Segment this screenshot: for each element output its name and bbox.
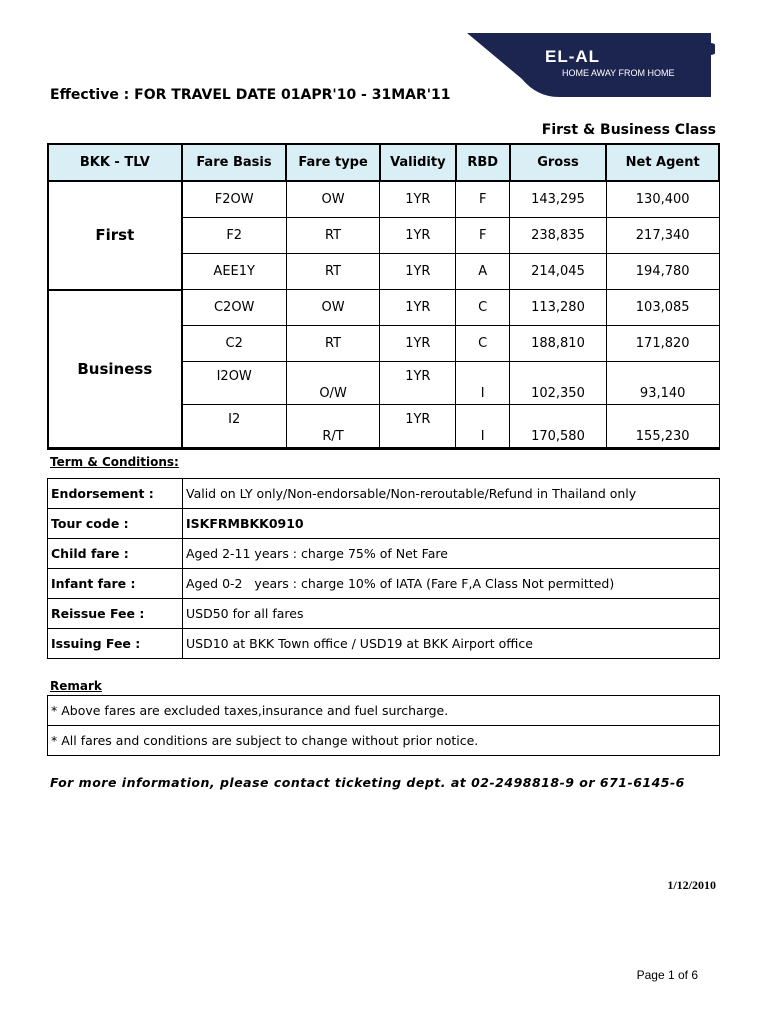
class-first: First	[48, 181, 182, 290]
validity: 1YR	[380, 405, 456, 449]
term-key: Infant fare :	[48, 569, 183, 599]
fare-basis: I2OW	[182, 362, 287, 405]
term-value: Aged 2-11 years : charge 75% of Net Fare	[183, 539, 720, 569]
term-key: Issuing Fee :	[48, 629, 183, 659]
gross: 238,835	[510, 218, 607, 254]
net-agent: 194,780	[606, 254, 719, 290]
net-agent: 93,140	[606, 362, 719, 405]
validity: 1YR	[380, 362, 456, 405]
logo-brand: EL-AL	[545, 47, 601, 66]
rbd: I	[456, 362, 510, 405]
term-value: Aged 0-2 years : charge 10% of IATA (Fare F,A Class Not permitted)	[183, 569, 720, 599]
fare-header-row	[48, 144, 719, 181]
table-row	[48, 181, 719, 218]
remark-item: * Above fares are excluded taxes,insurance and fuel surcharge.	[48, 696, 720, 726]
term-key: Reissue Fee :	[48, 599, 183, 629]
rbd: F	[456, 181, 510, 218]
net-agent: 103,085	[606, 290, 719, 326]
gross: 214,045	[510, 254, 607, 290]
fare-basis: AEE1Y	[182, 254, 287, 290]
effective-line	[50, 87, 451, 103]
fare-basis: I2	[182, 405, 287, 449]
terms-table	[47, 478, 720, 659]
fare-type: R/T	[286, 405, 380, 449]
validity: 1YR	[380, 326, 456, 362]
remark-item: * All fares and conditions are subject to change without prior notice.	[48, 726, 720, 756]
header-fare-basis: Fare Basis	[182, 144, 287, 181]
header-fare-type: Fare type	[286, 144, 380, 181]
fare-basis: C2	[182, 326, 287, 362]
table-row	[48, 539, 720, 569]
remarks-table	[47, 695, 720, 756]
fare-table	[47, 143, 720, 450]
rbd: C	[456, 326, 510, 362]
net-agent: 155,230	[606, 405, 719, 449]
net-agent: 217,340	[606, 218, 719, 254]
gross: 170,580	[510, 405, 607, 449]
document-date: 1/12/2010	[667, 878, 716, 892]
header-validity: Validity	[380, 144, 456, 181]
table-row	[48, 479, 720, 509]
rbd: C	[456, 290, 510, 326]
fare-basis: C2OW	[182, 290, 287, 326]
terms-heading: Term & Conditions:	[50, 455, 179, 469]
term-value: Valid on LY only/Non-endorsable/Non-reroutable/Refund in Thailand only	[183, 479, 720, 509]
table-row	[48, 569, 720, 599]
class-business: Business	[48, 290, 182, 449]
gross: 188,810	[510, 326, 607, 362]
net-agent: 171,820	[606, 326, 719, 362]
term-value: USD50 for all fares	[183, 599, 720, 629]
rbd: F	[456, 218, 510, 254]
gross: 102,350	[510, 362, 607, 405]
gross: 143,295	[510, 181, 607, 218]
rbd: I	[456, 405, 510, 449]
contact-info: For more information, please contact ticketing dept. at 02-2498818-9 or 671-6145-6	[50, 775, 685, 790]
fare-basis: F2OW	[182, 181, 287, 218]
gross: 113,280	[510, 290, 607, 326]
remark-heading: Remark	[50, 679, 102, 693]
term-key: Tour code :	[48, 509, 183, 539]
effective-value: FOR TRAVEL DATE 01APR'10 - 31MAR'11	[134, 87, 451, 103]
table-row	[48, 726, 720, 756]
term-value: ISKFRMBKK0910	[183, 509, 720, 539]
header-rbd: RBD	[456, 144, 510, 181]
effective-sep: :	[118, 87, 135, 103]
rbd: A	[456, 254, 510, 290]
validity: 1YR	[380, 181, 456, 218]
fare-type: RT	[286, 218, 380, 254]
table-row	[48, 629, 720, 659]
net-agent: 130,400	[606, 181, 719, 218]
term-key: Child fare :	[48, 539, 183, 569]
fare-type: OW	[286, 290, 380, 326]
logo-tagline: HOME AWAY FROM HOME	[562, 68, 675, 78]
table-row	[48, 696, 720, 726]
header-net-agent: Net Agent	[606, 144, 719, 181]
section-title: First & Business Class	[541, 122, 716, 138]
validity: 1YR	[380, 218, 456, 254]
fare-type: OW	[286, 181, 380, 218]
table-row	[48, 290, 719, 326]
fare-type: RT	[286, 326, 380, 362]
fare-basis: F2	[182, 218, 287, 254]
header-route: BKK - TLV	[48, 144, 182, 181]
table-row	[48, 509, 720, 539]
effective-label: Effective	[50, 87, 119, 103]
page-number: Page 1 of 6	[636, 968, 698, 982]
validity: 1YR	[380, 290, 456, 326]
fare-type: O/W	[286, 362, 380, 405]
table-row	[48, 599, 720, 629]
term-value: USD10 at BKK Town office / USD19 at BKK Airport office	[183, 629, 720, 659]
fare-type: RT	[286, 254, 380, 290]
validity: 1YR	[380, 254, 456, 290]
term-key: Endorsement :	[48, 479, 183, 509]
header-gross: Gross	[510, 144, 607, 181]
